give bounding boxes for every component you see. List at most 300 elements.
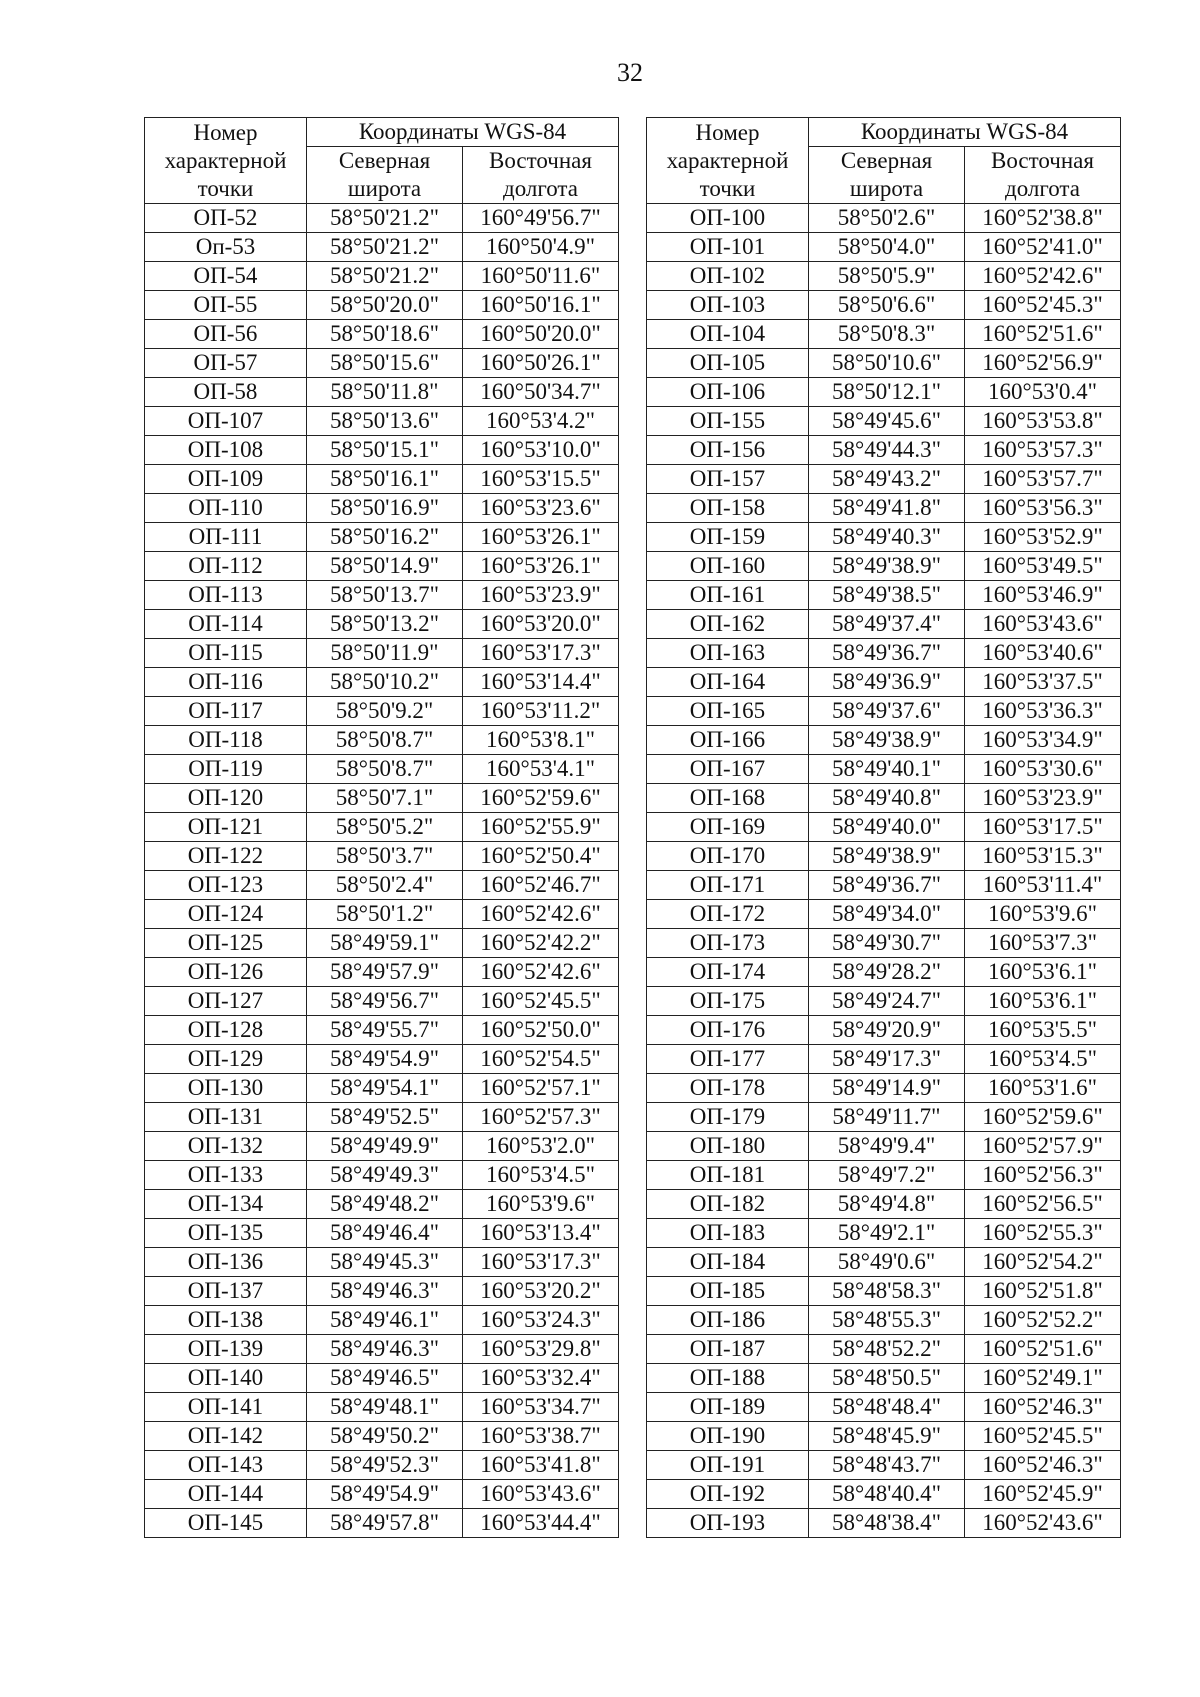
table-row: [647, 523, 1121, 552]
point-id-cell: ОП-130: [145, 1074, 307, 1103]
longitude-cell: 160°50'26.1": [463, 349, 619, 378]
table-row: [145, 1480, 619, 1509]
latitude-cell: 58°49'37.4": [809, 610, 965, 639]
longitude-cell: 160°52'43.6": [965, 1509, 1121, 1538]
point-id-cell: ОП-118: [145, 726, 307, 755]
point-id-cell: Оп-53: [145, 233, 307, 262]
longitude-cell: 160°52'49.1": [965, 1364, 1121, 1393]
table-row: [145, 1509, 619, 1538]
table-row: [647, 610, 1121, 639]
page-number: 32: [617, 58, 643, 87]
header-point-line: Номер: [695, 119, 760, 145]
longitude-cell: 160°53'4.5": [965, 1045, 1121, 1074]
table-row: [647, 1451, 1121, 1480]
header-longitude-line: долгота: [503, 176, 578, 201]
table-row: [647, 552, 1121, 581]
latitude-cell: 58°49'43.2": [809, 465, 965, 494]
latitude-cell: 58°49'40.0": [809, 813, 965, 842]
point-id-cell: ОП-170: [647, 842, 809, 871]
longitude-cell: 160°53'49.5": [965, 552, 1121, 581]
point-id-cell: ОП-186: [647, 1306, 809, 1335]
latitude-cell: 58°49'4.8": [809, 1190, 965, 1219]
point-id-cell: ОП-159: [647, 523, 809, 552]
longitude-cell: 160°50'4.9": [463, 233, 619, 262]
point-id-cell: ОП-184: [647, 1248, 809, 1277]
point-id-cell: ОП-187: [647, 1335, 809, 1364]
latitude-cell: 58°48'55.3": [809, 1306, 965, 1335]
longitude-cell: 160°53'20.0": [463, 610, 619, 639]
table-row: [647, 1190, 1121, 1219]
table-row: [145, 349, 619, 378]
longitude-cell: 160°53'4.5": [463, 1161, 619, 1190]
table-row: [647, 1103, 1121, 1132]
longitude-cell: 160°53'11.4": [965, 871, 1121, 900]
header-latitude-line: широта: [849, 176, 924, 201]
latitude-cell: 58°49'46.3": [307, 1335, 463, 1364]
latitude-cell: 58°49'24.7": [809, 987, 965, 1016]
table-row: [145, 233, 619, 262]
table-row: [647, 871, 1121, 900]
table-row: [145, 900, 619, 929]
table-row: [647, 1161, 1121, 1190]
latitude-cell: 58°49'49.9": [307, 1132, 463, 1161]
latitude-cell: 58°50'9.2": [307, 697, 463, 726]
point-id-cell: ОП-160: [647, 552, 809, 581]
point-id-cell: ОП-101: [647, 233, 809, 262]
latitude-cell: 58°50'3.7": [307, 842, 463, 871]
table-row: [145, 813, 619, 842]
point-id-cell: ОП-127: [145, 987, 307, 1016]
latitude-cell: 58°49'48.1": [307, 1393, 463, 1422]
point-id-cell: ОП-52: [145, 204, 307, 233]
latitude-cell: 58°49'45.3": [307, 1248, 463, 1277]
table-row: [145, 378, 619, 407]
longitude-cell: 160°53'29.8": [463, 1335, 619, 1364]
latitude-cell: 58°49'54.1": [307, 1074, 463, 1103]
table-row: [647, 1277, 1121, 1306]
latitude-cell: 58°49'17.3": [809, 1045, 965, 1074]
header-latitude-line: широта: [347, 176, 422, 201]
point-id-cell: ОП-111: [145, 523, 307, 552]
longitude-cell: 160°53'26.1": [463, 523, 619, 552]
longitude-cell: 160°52'51.6": [965, 1335, 1121, 1364]
longitude-cell: 160°53'43.6": [965, 610, 1121, 639]
point-id-cell: ОП-139: [145, 1335, 307, 1364]
header-point-number: [647, 118, 809, 204]
longitude-cell: 160°52'57.1": [463, 1074, 619, 1103]
latitude-cell: 58°48'43.7": [809, 1451, 965, 1480]
point-id-cell: ОП-128: [145, 1016, 307, 1045]
longitude-cell: 160°53'15.3": [965, 842, 1121, 871]
header-point-line: характерной: [666, 147, 789, 173]
latitude-cell: 58°50'11.9": [307, 639, 463, 668]
longitude-cell: 160°53'26.1": [463, 552, 619, 581]
table-row: [647, 465, 1121, 494]
longitude-cell: 160°52'46.3": [965, 1451, 1121, 1480]
longitude-cell: 160°53'40.6": [965, 639, 1121, 668]
latitude-cell: 58°49'36.7": [809, 639, 965, 668]
longitude-cell: 160°53'32.4": [463, 1364, 619, 1393]
longitude-cell: 160°53'13.4": [463, 1219, 619, 1248]
point-id-cell: ОП-126: [145, 958, 307, 987]
latitude-cell: 58°48'52.2": [809, 1335, 965, 1364]
longitude-cell: 160°52'46.3": [965, 1393, 1121, 1422]
latitude-cell: 58°48'40.4": [809, 1480, 965, 1509]
latitude-cell: 58°49'45.6": [809, 407, 965, 436]
table-row: [647, 581, 1121, 610]
latitude-cell: 58°49'20.9": [809, 1016, 965, 1045]
point-id-cell: ОП-109: [145, 465, 307, 494]
longitude-cell: 160°53'57.7": [965, 465, 1121, 494]
latitude-cell: 58°49'36.7": [809, 871, 965, 900]
longitude-cell: 160°52'54.2": [965, 1248, 1121, 1277]
point-id-cell: ОП-169: [647, 813, 809, 842]
table-row: [145, 842, 619, 871]
table-row: [145, 436, 619, 465]
longitude-cell: 160°53'20.2": [463, 1277, 619, 1306]
point-id-cell: ОП-114: [145, 610, 307, 639]
latitude-cell: 58°50'16.9": [307, 494, 463, 523]
point-id-cell: ОП-125: [145, 929, 307, 958]
longitude-cell: 160°53'37.5": [965, 668, 1121, 697]
latitude-cell: 58°50'15.1": [307, 436, 463, 465]
latitude-cell: 58°49'49.3": [307, 1161, 463, 1190]
table-row: [647, 929, 1121, 958]
header-latitude-line: Северная: [840, 148, 933, 173]
header-point-line: точки: [197, 175, 254, 201]
longitude-cell: 160°52'56.9": [965, 349, 1121, 378]
table-row: [145, 262, 619, 291]
latitude-cell: 58°49'55.7": [307, 1016, 463, 1045]
table-row: [145, 1393, 619, 1422]
longitude-cell: 160°53'10.0": [463, 436, 619, 465]
table-row: [647, 1480, 1121, 1509]
point-id-cell: ОП-191: [647, 1451, 809, 1480]
latitude-cell: 58°49'48.2": [307, 1190, 463, 1219]
point-id-cell: ОП-104: [647, 320, 809, 349]
longitude-cell: 160°50'16.1": [463, 291, 619, 320]
point-id-cell: ОП-110: [145, 494, 307, 523]
latitude-cell: 58°49'40.8": [809, 784, 965, 813]
point-id-cell: ОП-192: [647, 1480, 809, 1509]
longitude-cell: 160°52'59.6": [965, 1103, 1121, 1132]
table-row: [145, 639, 619, 668]
longitude-cell: 160°53'30.6": [965, 755, 1121, 784]
point-id-cell: ОП-115: [145, 639, 307, 668]
point-id-cell: ОП-106: [647, 378, 809, 407]
latitude-cell: 58°49'0.6": [809, 1248, 965, 1277]
table-row: [145, 465, 619, 494]
point-id-cell: ОП-103: [647, 291, 809, 320]
point-id-cell: ОП-132: [145, 1132, 307, 1161]
latitude-cell: 58°50'21.2": [307, 262, 463, 291]
longitude-cell: 160°52'56.5": [965, 1190, 1121, 1219]
longitude-cell: 160°52'52.2": [965, 1306, 1121, 1335]
point-id-cell: ОП-58: [145, 378, 307, 407]
table-row: [145, 320, 619, 349]
table-row: [145, 1248, 619, 1277]
latitude-cell: 58°48'48.4": [809, 1393, 965, 1422]
table-row: [647, 204, 1121, 233]
latitude-cell: 58°48'45.9": [809, 1422, 965, 1451]
latitude-cell: 58°49'46.5": [307, 1364, 463, 1393]
latitude-cell: 58°49'41.8": [809, 494, 965, 523]
latitude-cell: 58°48'38.4": [809, 1509, 965, 1538]
table-row: [145, 204, 619, 233]
point-id-cell: ОП-182: [647, 1190, 809, 1219]
latitude-cell: 58°49'30.7": [809, 929, 965, 958]
longitude-cell: 160°53'34.7": [463, 1393, 619, 1422]
longitude-cell: 160°53'17.5": [965, 813, 1121, 842]
longitude-cell: 160°52'42.2": [463, 929, 619, 958]
longitude-cell: 160°53'5.5": [965, 1016, 1121, 1045]
latitude-cell: 58°50'21.2": [307, 233, 463, 262]
table-row: [145, 1103, 619, 1132]
table-row: [647, 349, 1121, 378]
longitude-cell: 160°53'15.5": [463, 465, 619, 494]
point-id-cell: ОП-56: [145, 320, 307, 349]
longitude-cell: 160°53'36.3": [965, 697, 1121, 726]
point-id-cell: ОП-131: [145, 1103, 307, 1132]
latitude-cell: 58°49'28.2": [809, 958, 965, 987]
point-id-cell: ОП-155: [647, 407, 809, 436]
table-row: [145, 1016, 619, 1045]
latitude-cell: 58°50'8.7": [307, 755, 463, 784]
point-id-cell: ОП-172: [647, 900, 809, 929]
table-row: [145, 726, 619, 755]
latitude-cell: 58°49'14.9": [809, 1074, 965, 1103]
latitude-cell: 58°50'13.2": [307, 610, 463, 639]
latitude-cell: 58°50'6.6": [809, 291, 965, 320]
table-row: [145, 668, 619, 697]
latitude-cell: 58°50'16.2": [307, 523, 463, 552]
longitude-cell: 160°53'6.1": [965, 958, 1121, 987]
latitude-cell: 58°49'59.1": [307, 929, 463, 958]
latitude-cell: 58°48'58.3": [809, 1277, 965, 1306]
latitude-cell: 58°49'2.1": [809, 1219, 965, 1248]
header-latitude-line: Северная: [338, 148, 431, 173]
table-row: [647, 291, 1121, 320]
table-row: [647, 784, 1121, 813]
table-row: [145, 1422, 619, 1451]
header-longitude-line: Восточная: [489, 148, 592, 173]
point-id-cell: ОП-173: [647, 929, 809, 958]
point-id-cell: ОП-178: [647, 1074, 809, 1103]
table-row: [647, 900, 1121, 929]
point-id-cell: ОП-121: [145, 813, 307, 842]
longitude-cell: 160°52'42.6": [463, 958, 619, 987]
longitude-cell: 160°53'44.4": [463, 1509, 619, 1538]
point-id-cell: ОП-171: [647, 871, 809, 900]
table-row: [145, 1335, 619, 1364]
table-row: [647, 1335, 1121, 1364]
point-id-cell: ОП-185: [647, 1277, 809, 1306]
point-id-cell: ОП-117: [145, 697, 307, 726]
table-row: [145, 1364, 619, 1393]
point-id-cell: ОП-141: [145, 1393, 307, 1422]
longitude-cell: 160°53'56.3": [965, 494, 1121, 523]
header-coords-title: Координаты WGS-84: [307, 118, 619, 147]
table-row: [647, 1364, 1121, 1393]
point-id-cell: ОП-166: [647, 726, 809, 755]
longitude-cell: 160°52'50.0": [463, 1016, 619, 1045]
latitude-cell: 58°50'4.0": [809, 233, 965, 262]
latitude-cell: 58°49'57.8": [307, 1509, 463, 1538]
latitude-cell: 58°50'13.6": [307, 407, 463, 436]
latitude-cell: 58°49'52.5": [307, 1103, 463, 1132]
header-point-line: Номер: [193, 119, 258, 145]
latitude-cell: 58°49'44.3": [809, 436, 965, 465]
latitude-cell: 58°50'20.0": [307, 291, 463, 320]
latitude-cell: 58°49'38.9": [809, 842, 965, 871]
point-id-cell: ОП-175: [647, 987, 809, 1016]
table-row: [647, 1045, 1121, 1074]
table-row: [647, 958, 1121, 987]
latitude-cell: 58°49'9.4": [809, 1132, 965, 1161]
point-id-cell: ОП-176: [647, 1016, 809, 1045]
point-id-cell: ОП-180: [647, 1132, 809, 1161]
point-id-cell: ОП-112: [145, 552, 307, 581]
latitude-cell: 58°49'57.9": [307, 958, 463, 987]
latitude-cell: 58°49'34.0": [809, 900, 965, 929]
longitude-cell: 160°53'41.8": [463, 1451, 619, 1480]
table-row: [647, 639, 1121, 668]
latitude-cell: 58°49'46.3": [307, 1277, 463, 1306]
point-id-cell: ОП-193: [647, 1509, 809, 1538]
latitude-cell: 58°49'11.7": [809, 1103, 965, 1132]
point-id-cell: ОП-133: [145, 1161, 307, 1190]
longitude-cell: 160°53'9.6": [463, 1190, 619, 1219]
table-row: [145, 1219, 619, 1248]
header-point-line: характерной: [164, 147, 287, 173]
longitude-cell: 160°53'2.0": [463, 1132, 619, 1161]
table-row: [647, 987, 1121, 1016]
latitude-cell: 58°49'40.3": [809, 523, 965, 552]
longitude-cell: 160°53'17.3": [463, 639, 619, 668]
longitude-cell: 160°50'34.7": [463, 378, 619, 407]
point-id-cell: ОП-143: [145, 1451, 307, 1480]
table-row: [647, 378, 1121, 407]
longitude-cell: 160°49'56.7": [463, 204, 619, 233]
point-id-cell: ОП-157: [647, 465, 809, 494]
point-id-cell: ОП-123: [145, 871, 307, 900]
latitude-cell: 58°50'13.7": [307, 581, 463, 610]
latitude-cell: 58°50'1.2": [307, 900, 463, 929]
point-id-cell: ОП-161: [647, 581, 809, 610]
point-id-cell: ОП-57: [145, 349, 307, 378]
point-id-cell: ОП-174: [647, 958, 809, 987]
point-id-cell: ОП-137: [145, 1277, 307, 1306]
point-id-cell: ОП-158: [647, 494, 809, 523]
point-id-cell: ОП-134: [145, 1190, 307, 1219]
latitude-cell: 58°49'46.4": [307, 1219, 463, 1248]
point-id-cell: ОП-183: [647, 1219, 809, 1248]
table-row: [647, 668, 1121, 697]
latitude-cell: 58°49'36.9": [809, 668, 965, 697]
header-latitude: [307, 147, 463, 204]
point-id-cell: ОП-105: [647, 349, 809, 378]
coordinates-table-right: [646, 117, 1121, 1538]
point-id-cell: ОП-136: [145, 1248, 307, 1277]
latitude-cell: 58°50'2.4": [307, 871, 463, 900]
table-row: [647, 697, 1121, 726]
point-id-cell: ОП-181: [647, 1161, 809, 1190]
point-id-cell: ОП-189: [647, 1393, 809, 1422]
longitude-cell: 160°53'34.9": [965, 726, 1121, 755]
longitude-cell: 160°52'46.7": [463, 871, 619, 900]
point-id-cell: ОП-124: [145, 900, 307, 929]
longitude-cell: 160°53'52.9": [965, 523, 1121, 552]
longitude-cell: 160°52'50.4": [463, 842, 619, 871]
longitude-cell: 160°53'53.8": [965, 407, 1121, 436]
longitude-cell: 160°50'20.0": [463, 320, 619, 349]
latitude-cell: 58°49'38.5": [809, 581, 965, 610]
point-id-cell: ОП-188: [647, 1364, 809, 1393]
header-longitude: [463, 147, 619, 204]
point-id-cell: ОП-163: [647, 639, 809, 668]
longitude-cell: 160°53'11.2": [463, 697, 619, 726]
longitude-cell: 160°53'0.4": [965, 378, 1121, 407]
header-longitude-line: Восточная: [991, 148, 1094, 173]
latitude-cell: 58°49'52.3": [307, 1451, 463, 1480]
table-row: [647, 320, 1121, 349]
point-id-cell: ОП-135: [145, 1219, 307, 1248]
point-id-cell: ОП-140: [145, 1364, 307, 1393]
table-row: [145, 494, 619, 523]
longitude-cell: 160°52'42.6": [463, 900, 619, 929]
table-row: [647, 813, 1121, 842]
point-id-cell: ОП-122: [145, 842, 307, 871]
table-row: [647, 1219, 1121, 1248]
longitude-cell: 160°52'55.3": [965, 1219, 1121, 1248]
longitude-cell: 160°53'4.1": [463, 755, 619, 784]
longitude-cell: 160°52'56.3": [965, 1161, 1121, 1190]
table-row: [145, 1074, 619, 1103]
table-row: [145, 784, 619, 813]
point-id-cell: ОП-164: [647, 668, 809, 697]
table-row: [145, 1306, 619, 1335]
longitude-cell: 160°53'9.6": [965, 900, 1121, 929]
latitude-cell: 58°50'10.2": [307, 668, 463, 697]
latitude-cell: 58°50'21.2": [307, 204, 463, 233]
table-row: [145, 1161, 619, 1190]
longitude-cell: 160°52'55.9": [463, 813, 619, 842]
table-row: [647, 436, 1121, 465]
latitude-cell: 58°50'7.1": [307, 784, 463, 813]
point-id-cell: ОП-165: [647, 697, 809, 726]
point-id-cell: ОП-55: [145, 291, 307, 320]
longitude-cell: 160°53'38.7": [463, 1422, 619, 1451]
table-row: [145, 1190, 619, 1219]
point-id-cell: ОП-177: [647, 1045, 809, 1074]
longitude-cell: 160°53'14.4": [463, 668, 619, 697]
latitude-cell: 58°50'16.1": [307, 465, 463, 494]
latitude-cell: 58°50'18.6": [307, 320, 463, 349]
point-id-cell: ОП-138: [145, 1306, 307, 1335]
longitude-cell: 160°52'57.9": [965, 1132, 1121, 1161]
latitude-cell: 58°49'38.9": [809, 552, 965, 581]
longitude-cell: 160°52'38.8": [965, 204, 1121, 233]
longitude-cell: 160°53'43.6": [463, 1480, 619, 1509]
table-row: [145, 523, 619, 552]
point-id-cell: ОП-179: [647, 1103, 809, 1132]
longitude-cell: 160°52'45.5": [463, 987, 619, 1016]
table-row: [647, 262, 1121, 291]
longitude-cell: 160°50'11.6": [463, 262, 619, 291]
point-id-cell: ОП-167: [647, 755, 809, 784]
header-point-number: [145, 118, 307, 204]
point-id-cell: ОП-102: [647, 262, 809, 291]
